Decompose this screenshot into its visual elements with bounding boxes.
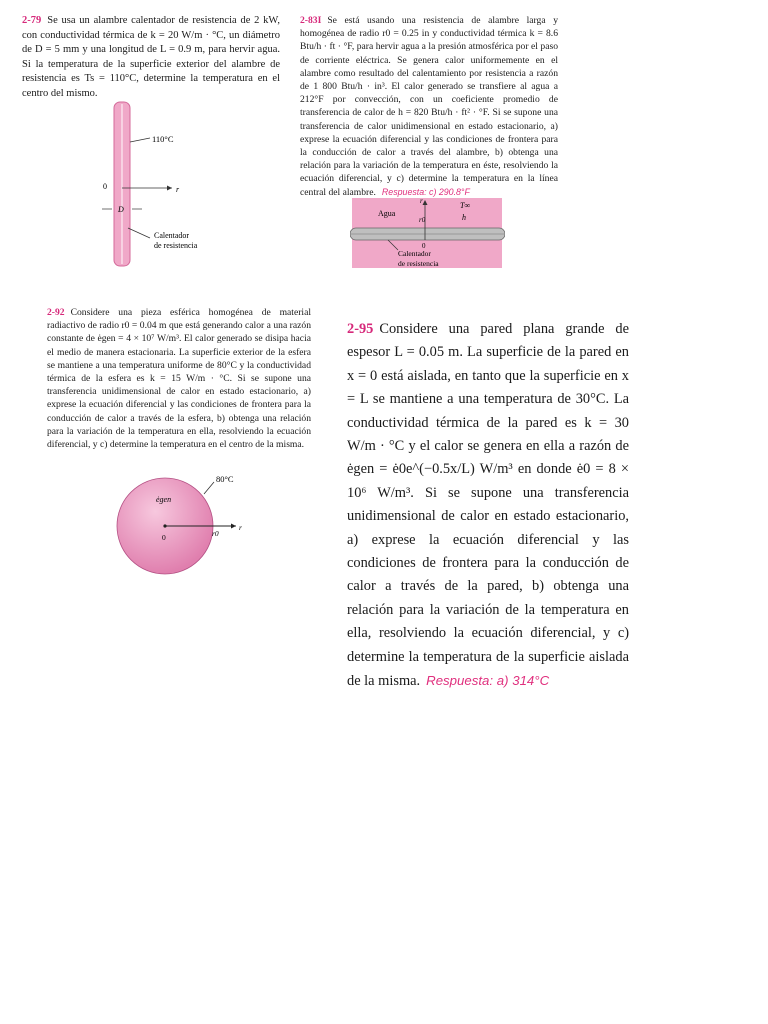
problem-number: 2-83I [300, 15, 322, 26]
radius-label: r0 [212, 529, 219, 538]
problem-2-79 [22, 14, 280, 102]
heater-label-line1: Calentador [398, 249, 431, 258]
answer: Respuesta: a) 314°C [426, 673, 550, 689]
origin-label: 0 [422, 242, 426, 250]
problem-2-95-text [347, 318, 629, 694]
water-label: Agua [378, 209, 396, 218]
surface-temp-label: 80°C [216, 474, 234, 484]
answer: Respuesta: c) 290.8°F [381, 186, 470, 197]
problem-statement: Se está usando una resistencia de alambre larga y homogénea de radio r0 = 0.25 in y conductividad térmica k = 8.6 Btu/h · ft · °F, para hervir agua a la presión atmosférica por el paso de corriente eléctrica. Se genera calor uniformemente en el alambre como resultado del calentamiento por resistencia a razón de 1 800 Btu/h · in³. El calor generado se transfiere al agua a 212°F por convección, con un coeficiente promedio de transferencia de calor de h = 820 Btu/h · ft² · °F. Si se supone una transferencia de calor unidimensional en estado estacionario, a) exprese la ecuación diferencial y las condiciones de frontera para la conducción de calor a través del alambre, b) obtenga una relación para la variación de la temperatura en éste, resolviendo la ecuación diferencial, y c) determine la temperatura en la línea central del alambre. [300, 15, 558, 198]
figure-2-79 [100, 100, 230, 270]
problem-2-92-text [47, 306, 311, 451]
figure-2-92 [108, 468, 268, 588]
radial-axis-label: r [420, 197, 423, 205]
problem-statement: Se usa un alambre calentador de resistencia de 2 kW, con conductividad térmica de k = 20 W/m · °C, un diámetro de D = 5 mm y una longitud de L = 0.9 m, para hervir agua. Si la temperatura de la superficie exterior del alambre de resistencia es Ts = 110°C, determine la temperatura en el centro del mismo. [22, 15, 280, 99]
heat-generation-label: ėgen [156, 495, 172, 504]
problem-number: 2-79 [22, 15, 42, 26]
problem-2-83I [300, 14, 558, 199]
heat-coefficient-label: h [462, 213, 466, 222]
problem-number: 2-92 [47, 307, 65, 318]
heater-label-line2: de resistencia [398, 259, 439, 268]
surface-temp-label: 110°C [152, 134, 174, 144]
radius-label: r0 [419, 216, 426, 224]
problem-2-92 [47, 306, 311, 451]
ambient-temp-label: T∞ [460, 201, 471, 210]
heater-label-line1: Calentador [154, 231, 190, 240]
origin-label: 0 [162, 533, 166, 542]
problem-2-79-text [22, 14, 280, 102]
problem-2-95 [347, 318, 629, 694]
problem-statement: Considere una pieza esférica homogénea de material radiactivo de radio r0 = 0.04 m que está generando calor a una razón constante de ėgen = 4 × 10⁷ W/m³. El calor generado se disipa hacia el medio de manera estacionaria. La superficie exterior de la esfera se mantiene a una temperatura uniforme de 80°C y la conductividad térmica de la esfera es k = 15 W/m · °C. Si se supone una transferencia unidimensional de calor en estado estacionario, a) exprese la ecuación diferencial y las condiciones de frontera para la conducción de calor a través de la esfera, b) obtenga una relación para la variación de la temperatura en ella, resolviendo la ecuación diferencial, y c) determine la temperatura en el centro de la misma. [47, 307, 311, 451]
problem-2-83I-text [300, 14, 558, 199]
heater-label-line2: de resistencia [154, 241, 198, 250]
origin-label: 0 [103, 182, 107, 191]
radial-axis-label: r [239, 523, 242, 532]
problem-number: 2-95 [347, 321, 374, 337]
figure-2-83I [350, 196, 505, 272]
diameter-label: D [118, 205, 124, 214]
problem-statement: Considere una pared plana grande de espesor L = 0.05 m. La superficie de la pared en x = 0 está aislada, en tanto que la superficie en x = L se mantiene a una temperatura de 30°C. La conductividad térmica de la pared es k = 30 W/m · °C y el calor se genera en ella a razón de ėgen = ė0e^(−0.5x/L) W/m³ en donde ė0 = 8 × 10⁶ W/m³. Si se supone una transferencia unidimensional de calor en estado estacionario, a) exprese la ecuación diferencial y las condiciones de frontera para la conducción de calor a través de la pared, b) obtenga una relación para la variación de la temperatura en ella, resolviendo la ecuación diferencial, y c) determine la temperatura de la superficie aislada de la misma. [347, 321, 629, 690]
radial-axis-label: r [176, 185, 180, 194]
